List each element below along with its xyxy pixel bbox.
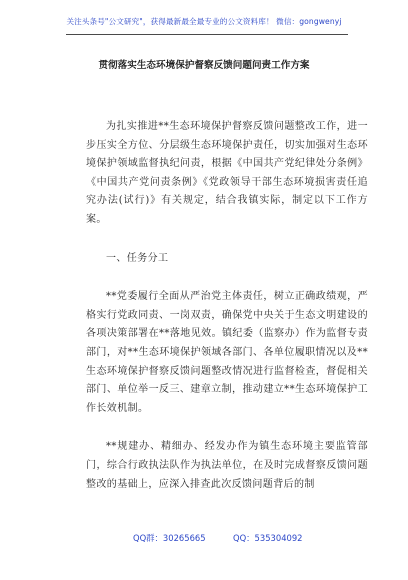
body-paragraph-supervision-departments: **规建办、精细办、经发办作为镇生态环境主要监管部门，综合行政执法队作为执法单位，在及时完成督察反馈问题整改的基础上，应深入排查此次反馈问题背后的制: [86, 441, 368, 490]
document-title: 贯彻落实生态环境保护督察反馈问题问责工作方案: [98, 60, 310, 71]
section-heading-task-division: 一、任务分工: [106, 252, 169, 264]
intro-paragraph: 为扎实推进**生态环境保护督察反馈问题整改工作，进一步压实全方位、分层级生态环境保护责任，切实加强对生态环境保护领域监督执纪问责，根据《中国共产党纪律处分条例》《中国共产党问责条例》《党政领导干部生态环境损害责任追究办法(试行)》有关规定，结合我镇实际，制定以下工作方案。: [86, 121, 368, 225]
body-paragraph-party-committee: **党委履行全面从严治党主体责任，树立正确政绩观，严格实行党政同责、一岗双责，确保党中央关于生态文明建设的各项决策部署在**落地见效。镇纪委（监察办）作为监督专责部门，对**生态环境保护领域各部门、各单位履职情况以及**生态环境保护督察反馈问题整改情况进行监督检查，督促相关部门、单位举一反三、建章立制，推动建立**生态环境保护工作长效机制。: [86, 291, 368, 414]
header-promo-note: 关注头条号"公文研究"，获得最新最全最专业的公文资料库！ 微信：gongwenyj: [66, 17, 342, 26]
footer-qq-group: QQ群：30265665: [133, 533, 206, 543]
document-body: [86, 118, 368, 494]
footer-qq-contact: QQ：535304092: [233, 533, 303, 543]
header-divider: [66, 34, 348, 35]
